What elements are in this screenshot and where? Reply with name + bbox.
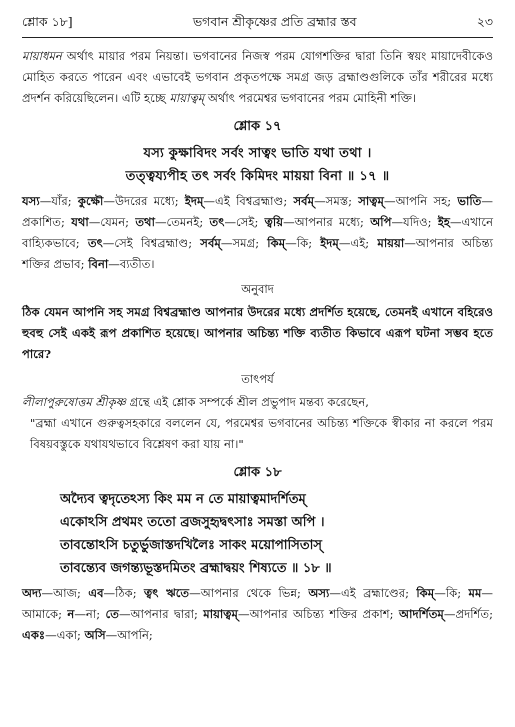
header-chapter-title: ভগবান শ্রীকৃষ্ণের প্রতি ব্রহ্মার স্তব — [192, 14, 357, 29]
synonym-word: অদ্য — [22, 586, 42, 600]
synonym-dash: — — [481, 194, 493, 208]
synonym-word: সর্বম্ — [200, 236, 221, 250]
synonym-meaning: উদরের মধ্যে; — [114, 194, 185, 208]
synonym-meaning: সেই; — [236, 215, 265, 229]
synonym-word: ত্বৎ ঋতে — [144, 586, 190, 600]
synonym-word: ইহ — [437, 215, 451, 229]
synonym-dash: — — [45, 628, 57, 642]
synonym-dash: — — [74, 607, 86, 621]
synonym-dash: — — [314, 194, 326, 208]
synonym-meaning: আপনি; — [117, 628, 153, 642]
synonym-meaning: ব্যতীত। — [119, 257, 155, 271]
synonyms-17 — [22, 191, 493, 275]
synonym-meaning: কি; — [445, 586, 469, 600]
synonym-meaning: আপনার দ্বারা; — [130, 607, 204, 621]
synonym-word: কিম্ — [416, 586, 435, 600]
header-verse-ref: শ্লোক ১৮] — [22, 14, 73, 29]
synonym-meaning: এই; — [350, 236, 378, 250]
synonym-dash: — — [481, 586, 494, 600]
synonym-dash: — — [103, 194, 115, 208]
purport-17-heading: তাৎপর্য — [241, 372, 274, 386]
synonym-word: কুক্ষৌ — [77, 194, 104, 208]
synonym-word: মায়াত্বম্ — [203, 607, 238, 621]
synonym-meaning: আপনি সহ; — [395, 194, 458, 208]
purport-17-intro: গ্রন্থে এই শ্লোক সম্পর্কে শ্রীল প্রভুপাদ মন্তব্য করেছেন, — [125, 395, 369, 409]
synonym-word: একঃ — [22, 628, 46, 642]
synonym-dash: — — [154, 215, 167, 229]
verse-17-heading: শ্লোক ১৭ — [233, 119, 282, 134]
synonym-dash: — — [108, 257, 120, 271]
synonym-meaning: আজ; — [53, 586, 89, 600]
synonym-meaning: কি; — [296, 236, 321, 250]
synonym-meaning: আপনার অচিন্ত্য শক্তির প্রভাব; — [22, 236, 493, 271]
synonym-word: তে — [105, 607, 119, 621]
synonym-meaning: এই বিশ্বব্রহ্মাণ্ড; — [215, 194, 294, 208]
synonym-dash: — — [102, 236, 115, 250]
synonym-dash: — — [404, 236, 416, 250]
synonym-word: অসি — [84, 628, 106, 642]
intro-paragraph — [22, 46, 493, 109]
synonym-word: মায়য়া — [377, 236, 405, 250]
intro-text-1: অর্থাৎ মায়ার পরম নিয়ন্তা। ভগবানের নিজস্ব পরম যোগশক্তির দ্বারা তিনি স্বয়ং মায়াদেবীকেও মোহিত করতে পারেন এবং এভাবেই ভগবান প্রকৃতপক্ষে সমগ্র জড় ব্রহ্মাণ্ডগুলিকে তাঁর শরীরের মধ্যে প্রদর্শন করিয়েছিলেন। এটি হচ্ছে — [22, 49, 493, 105]
synonym-meaning: আপনার অচিন্ত্য শক্তির প্রকাশ; — [249, 607, 399, 621]
synonym-meaning: সেই বিশ্বব্রহ্মাণ্ড; — [114, 236, 201, 250]
synonym-dash: — — [189, 586, 201, 600]
synonym-meaning: যাঁর; — [51, 194, 78, 208]
synonym-meaning: যেমন; — [100, 215, 136, 229]
synonym-word: বিনা — [88, 257, 109, 271]
purport-book-title: লীলাপুরুষোত্তম শ্রীকৃষ্ণ — [22, 395, 126, 409]
synonym-dash: — — [203, 194, 215, 208]
synonym-word: সর্বম্ — [293, 194, 315, 208]
synonym-dash: — — [450, 215, 462, 229]
synonym-word: ইদম্ — [184, 194, 204, 208]
synonym-word: ভাতি — [457, 194, 482, 208]
synonym-meaning: না; — [85, 607, 106, 621]
synonym-dash: — — [118, 607, 131, 621]
synonym-word: যথা — [71, 215, 89, 229]
synonym-dash: — — [285, 236, 297, 250]
synonym-dash: — — [41, 586, 54, 600]
synonym-word: আদর্শিতম্ — [398, 607, 444, 621]
synonym-dash: — — [103, 586, 116, 600]
synonym-dash: — — [237, 607, 250, 621]
synonym-meaning: আপনার থেকে ভিন্ন; — [200, 586, 309, 600]
synonym-word: মম — [468, 586, 482, 600]
synonym-dash: — — [39, 194, 52, 208]
synonym-dash: — — [88, 215, 101, 229]
purport-17-quote: "ব্রহ্মা এখানে গুরুত্বসহকারে বললেন যে, পরমেশ্বর ভগবানের অচিন্ত্য শক্তিকে স্বীকার না করলে পরম বিষয়বস্তুকে যথাযথভাবে বিশ্লেষণ করা যায় না।" — [30, 416, 493, 451]
synonym-meaning: তেমনই; — [166, 215, 210, 229]
verse-18-line: তাবন্ত্যেব জগন্ত্যভূস্তদমিতং ব্রহ্মাদ্বয়ং শিষ্যতে ॥ ১৮ ॥ — [60, 561, 332, 576]
verse-17-line: তত্ত্বয্যপীহ তৎ সর্বং কিমিদং মায়য়া বিনা ॥ ১৭ ॥ — [125, 169, 390, 184]
synonym-word: ন — [67, 607, 75, 621]
synonym-dash: — — [383, 194, 396, 208]
synonym-dash: — — [434, 586, 446, 600]
page-number: ২৩ — [476, 14, 493, 29]
verse-18-line: তাবন্তোঽসি চতুর্ভুজাস্তদখিলৈঃ সাকং ময়োপাসিতাস্ — [60, 538, 322, 553]
synonym-dash: — — [391, 215, 404, 229]
synonym-dash: — — [443, 607, 456, 621]
verse-17-line: যস্য কুক্ষাবিদং সর্বং সাত্বং ভাতি যথা তথা । — [143, 146, 372, 161]
synonym-word: অপি — [370, 215, 392, 229]
verse-18-line: একোঽসি প্রথমং ততো ব্রজসুহৃদ্বৎসাঃ সমস্তা অপি । — [60, 515, 325, 530]
translation-17-text: ঠিক যেমন আপনি সহ সমগ্র বিশ্বব্রহ্মাণ্ড আপনার উদরের মধ্যে প্রদর্শিত হয়েছে, তেমনই এখানে বহিরেও হুবহু সেই একই রূপ প্রকাশিত হয়েছে। আপনার অচিন্ত্য শক্তি ব্যতীত কিভাবে এরূপ ঘটনা সম্ভব হতে পারে? — [22, 305, 493, 361]
header-divider — [22, 37, 493, 38]
synonym-dash: — — [224, 215, 237, 229]
translation-17-heading: অনুবাদ — [241, 282, 274, 296]
synonym-dash: — — [220, 236, 233, 250]
synonym-dash: — — [338, 236, 351, 250]
synonym-meaning: একা; — [56, 628, 85, 642]
intro-term-1: মায়াধমন — [22, 49, 62, 63]
verse-18-heading: শ্লোক ১৮ — [233, 465, 282, 480]
verse-18-line: অদ্যৈব ত্বদৃতেঽস্য কিং মম ন তে মায়াত্বমাদর্শিতম্ — [60, 492, 306, 507]
synonym-dash: — — [329, 586, 341, 600]
synonym-dash: — — [105, 628, 118, 642]
synonym-dash: — — [283, 215, 295, 229]
synonym-word: কিম্ — [267, 236, 286, 250]
synonym-word: যস্য — [22, 194, 40, 208]
synonym-word: সাত্বম্ — [358, 194, 384, 208]
synonym-meaning: এই ব্রহ্মাণ্ডের; — [340, 586, 417, 600]
synonym-meaning: প্রকাশিত; — [22, 215, 72, 229]
intro-term-2: মায়াত্বম্ — [169, 91, 205, 105]
synonym-word: ইদম্ — [320, 236, 339, 250]
synonym-meaning: ঠিক; — [115, 586, 145, 600]
intro-text-2: অর্থাৎ পরমেশ্বর ভগবানের পরম মোহিনী শক্তি। — [204, 91, 417, 105]
synonyms-18 — [22, 583, 493, 646]
synonym-meaning: আপনার মধ্যে; — [294, 215, 371, 229]
synonym-word: তৎ — [87, 236, 103, 250]
synonym-meaning: সমস্ত; — [325, 194, 359, 208]
synonym-word: এব — [88, 586, 104, 600]
synonym-meaning: আমাকে; — [22, 607, 68, 621]
synonym-word: অস্য — [308, 586, 330, 600]
synonym-word: তথা — [135, 215, 155, 229]
synonym-meaning: প্রদর্শিত; — [455, 607, 493, 621]
page-header — [22, 14, 493, 34]
synonym-word: তৎ — [209, 215, 225, 229]
purport-17-text — [22, 392, 493, 413]
synonym-word: ত্বয়ি — [264, 215, 284, 229]
synonym-meaning: যদিও; — [403, 215, 438, 229]
synonym-meaning: এখানে বাহ্যিকভাবে; — [22, 215, 493, 250]
synonym-meaning: সমগ্র; — [232, 236, 268, 250]
